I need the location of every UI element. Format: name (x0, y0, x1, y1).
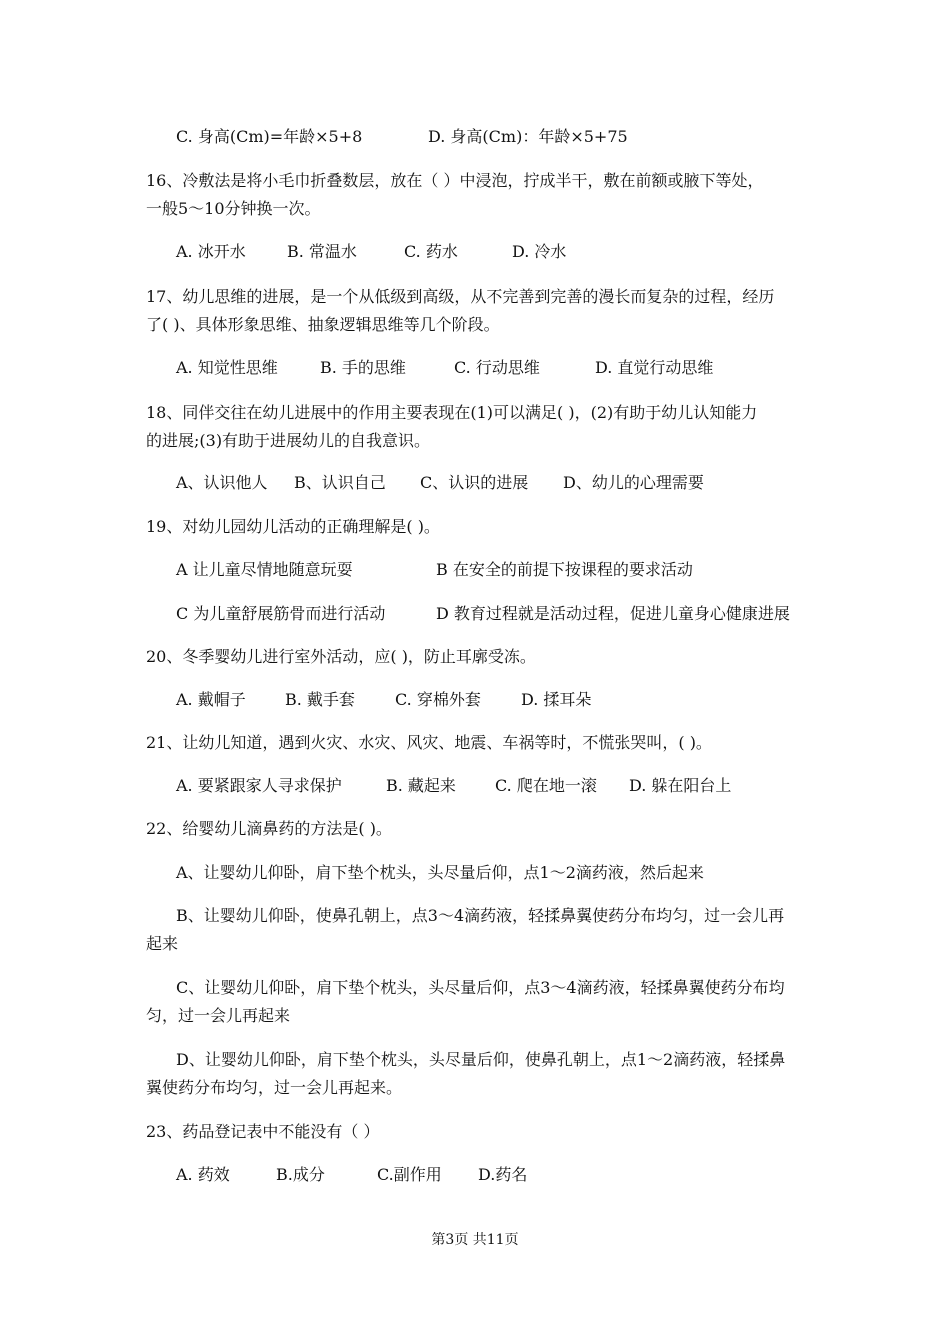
question-19-option-c: C 为儿童舒展筋骨而进行活动 (176, 604, 386, 623)
question-21-line-1: 21、让幼儿知道，遇到火灾、水灾、风灾、地震、车祸等时，不慌张哭叫，( )。 (146, 733, 712, 752)
question-17-option-d: D. 直觉行动思维 (595, 358, 714, 377)
question-17-option-c: C. 行动思维 (454, 358, 540, 377)
question-21-option-d: D. 躲在阳台上 (629, 776, 732, 795)
page-footer: 第3页 共11页 (431, 1232, 519, 1248)
question-23-option-d: D.药名 (478, 1165, 528, 1184)
question-16-option-c: C. 药水 (404, 242, 458, 261)
question-20-option-a: A. 戴帽子 (176, 690, 246, 709)
question-19-option-d: D 教育过程就是活动过程，促进儿童身心健康进展 (436, 604, 790, 623)
question-16-option-d: D. 冷水 (512, 242, 567, 261)
question-23-option-c: C.副作用 (377, 1165, 442, 1184)
question-22-option-c-line-1: C、让婴幼儿仰卧，肩下垫个枕头，头尽量后仰，点3～4滴药液，轻揉鼻翼使药分布均 (176, 978, 785, 997)
question-17-option-b: B. 手的思维 (320, 358, 406, 377)
question-20-option-c: C. 穿棉外套 (395, 690, 481, 709)
question-19-option-b: B 在安全的前提下按课程的要求活动 (436, 560, 693, 579)
question-21-option-a: A. 要紧跟家人寻求保护 (176, 776, 342, 795)
question-18-option-b: B、认识自己 (294, 473, 386, 492)
question-18-option-d: D、幼儿的心理需要 (563, 473, 704, 492)
question-19-option-a: A 让儿童尽情地随意玩耍 (176, 560, 353, 579)
question-23-option-a: A. 药效 (176, 1165, 230, 1184)
question-16-option-b: B. 常温水 (287, 242, 357, 261)
question-16-line-2: 一般5～10分钟换一次。 (146, 199, 321, 218)
question-22-option-a: A、让婴幼儿仰卧，肩下垫个枕头，头尽量后仰，点1～2滴药液，然后起来 (176, 863, 704, 882)
question-22-option-c-line-2: 匀，过一会儿再起来 (146, 1006, 291, 1025)
question-22-option-b-line-1: B、让婴幼儿仰卧，使鼻孔朝上，点3～4滴药液，轻揉鼻翼使药分布均匀，过一会儿再 (176, 906, 785, 925)
question-18-option-c: C、认识的进展 (420, 473, 529, 492)
question-21-option-c: C. 爬在地一滚 (495, 776, 597, 795)
question-22-option-b-line-2: 起来 (146, 934, 179, 953)
question-17-line-2: 了( )、具体形象思维、抽象逻辑思维等几个阶段。 (146, 315, 500, 334)
question-22-option-d-line-2: 翼使药分布均匀，过一会儿再起来。 (146, 1078, 403, 1097)
question-18-line-2: 的进展;(3)有助于进展幼儿的自我意识。 (146, 431, 431, 450)
question-21-option-b: B. 藏起来 (386, 776, 456, 795)
option-d-height-formula: D. 身高(Cm)：年龄×5+75 (428, 127, 628, 146)
question-20-option-d: D. 揉耳朵 (521, 690, 592, 709)
question-16-line-1: 16、冷敷法是将小毛巾折叠数层，放在（ ）中浸泡，拧成半干，敷在前额或腋下等处， (146, 171, 764, 190)
question-16-option-a: A. 冰开水 (176, 242, 246, 261)
question-18-line-1: 18、同伴交往在幼儿进展中的作用主要表现在(1)可以满足( )，(2)有助于幼儿认知能力 (146, 403, 758, 422)
question-17-line-1: 17、幼儿思维的进展，是一个从低级到高级，从不完善到完善的漫长而复杂的过程，经历 (146, 287, 775, 306)
question-17-option-a: A. 知觉性思维 (176, 358, 278, 377)
option-c-height-formula: C. 身高(Cm)=年龄×5+8 (176, 127, 363, 146)
question-20-option-b: B. 戴手套 (285, 690, 355, 709)
question-23-option-b: B.成分 (276, 1165, 325, 1184)
question-19-line-1: 19、对幼儿园幼儿活动的正确理解是( )。 (146, 517, 440, 536)
question-22-line-1: 22、给婴幼儿滴鼻药的方法是( )。 (146, 819, 392, 838)
question-22-option-d-line-1: D、让婴幼儿仰卧，肩下垫个枕头，头尽量后仰，使鼻孔朝上，点1～2滴药液，轻揉鼻 (176, 1050, 786, 1069)
question-20-line-1: 20、冬季婴幼儿进行室外活动，应( )，防止耳廓受冻。 (146, 647, 536, 666)
question-23-line-1: 23、药品登记表中不能没有（ ） (146, 1122, 380, 1141)
question-18-option-a: A、认识他人 (176, 473, 268, 492)
